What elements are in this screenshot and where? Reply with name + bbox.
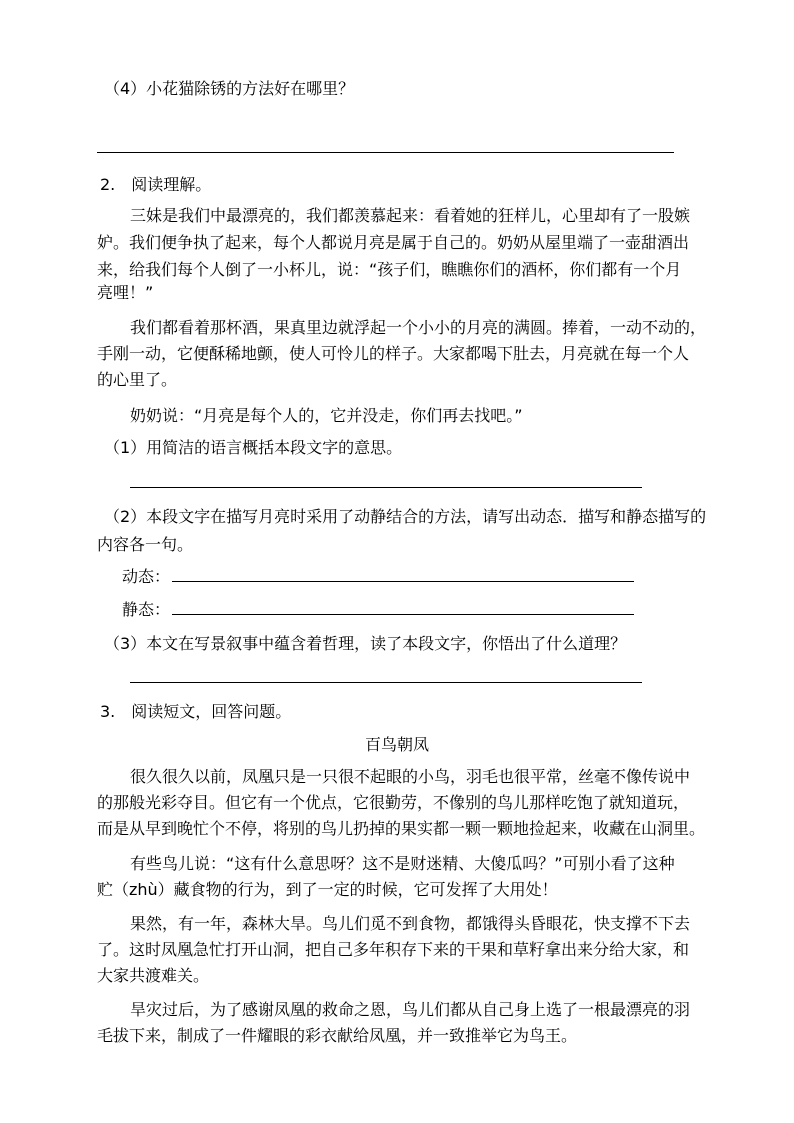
- section-2-heading: 2. 阅读理解。: [100, 175, 212, 194]
- story-title: 百鸟朝凤: [364, 735, 429, 754]
- static-label: 静态：: [122, 600, 171, 619]
- question-2-cont: 内容各一句。: [97, 535, 194, 554]
- paragraph-line: 大家共渡难关。: [97, 966, 210, 985]
- question-4: （4）小花猫除锈的方法好在哪里？: [104, 79, 355, 98]
- paragraph-line: 了。这时凤凰急忙打开山洞，把自己多年积存下来的干果和草籽拿出来分给大家，和: [97, 940, 690, 959]
- paragraph-line: 很久很久以前，凤凰只是一只很不起眼的小鸟，羽毛也很平常，丝毫不像传说中: [130, 767, 691, 786]
- paragraph-line: 的那般光彩夺目。但它有一个优点，它很勤劳，不像别的鸟儿那样吃饱了就知道玩，: [97, 793, 690, 812]
- static-answer: [122, 598, 634, 622]
- paragraph-line: 毛拔下来，制成了一件耀眼的彩衣献给凤凰，并一致推举它为鸟王。: [97, 1026, 578, 1045]
- section-3-heading: 3. 阅读短文，回答问题。: [100, 702, 292, 721]
- question-2: （2）本段文字在描写月亮时采用了动静结合的方法，请写出动态．描写和静态描写的: [104, 507, 707, 526]
- answer-line: [130, 487, 642, 488]
- answer-line: [97, 152, 674, 153]
- paragraph-line: 奶奶说：“月亮是每个人的，它并没走，你们再去找吧。”: [130, 406, 523, 425]
- paragraph-line: 亮哩！”: [97, 283, 154, 302]
- paragraph-line: 的心里了。: [97, 370, 178, 389]
- paragraph-line: 妒。我们便争执了起来，每个人都说月亮是属于自己的。奶奶从屋里端了一壶甜酒出: [97, 233, 690, 252]
- paragraph-line: 果然，有一年，森林大旱。鸟儿们觅不到食物，都饿得头昏眼花，快支撑不下去: [130, 914, 691, 933]
- static-blank[interactable]: [172, 600, 634, 615]
- paragraph-line: 旱灾过后，为了感谢凤凰的救命之恩，鸟儿们都从自己身上选了一根最漂亮的羽: [130, 1000, 691, 1019]
- dynamic-label: 动态：: [122, 567, 171, 586]
- paragraph-line: 而是从早到晚忙个不停，将别的鸟儿扔掉的果实都一颗一颗地捡起来，收藏在山洞里。: [97, 819, 706, 838]
- paragraph-line: 手刚一动，它便酥稀地颤，使人可怜儿的样子。大家都喝下肚去，月亮就在每一个人: [97, 344, 690, 363]
- answer-line: [130, 682, 642, 683]
- question-3: （3）本文在写景叙事中蕴含着哲理，读了本段文字，你悟出了什么道理？: [104, 634, 627, 653]
- paragraph-line: 来，给我们每个人倒了一小杯儿，说：“孩子们，瞧瞧你们的酒杯，你们都有一个月: [97, 260, 682, 279]
- dynamic-answer: [122, 565, 634, 589]
- paragraph-line: 我们都看着那杯酒，果真里边就浮起一个小小的月亮的满圆。捧着，一动不动的，: [130, 318, 707, 337]
- paragraph-line: 贮（zhù）藏食物的行为，到了一定的时候，它可发挥了大用处！: [97, 880, 558, 899]
- paragraph-line: 有些鸟儿说：“这有什么意思呀？这不是财迷精、大傻瓜吗？”可别小看了这种: [130, 854, 675, 873]
- question-1: （1）用简洁的语言概括本段文字的意思。: [104, 438, 403, 457]
- dynamic-blank[interactable]: [172, 567, 634, 582]
- paragraph-line: 三妹是我们中最漂亮的，我们都羡慕起来：看着她的狂样儿，心里却有了一股嫉: [130, 206, 691, 225]
